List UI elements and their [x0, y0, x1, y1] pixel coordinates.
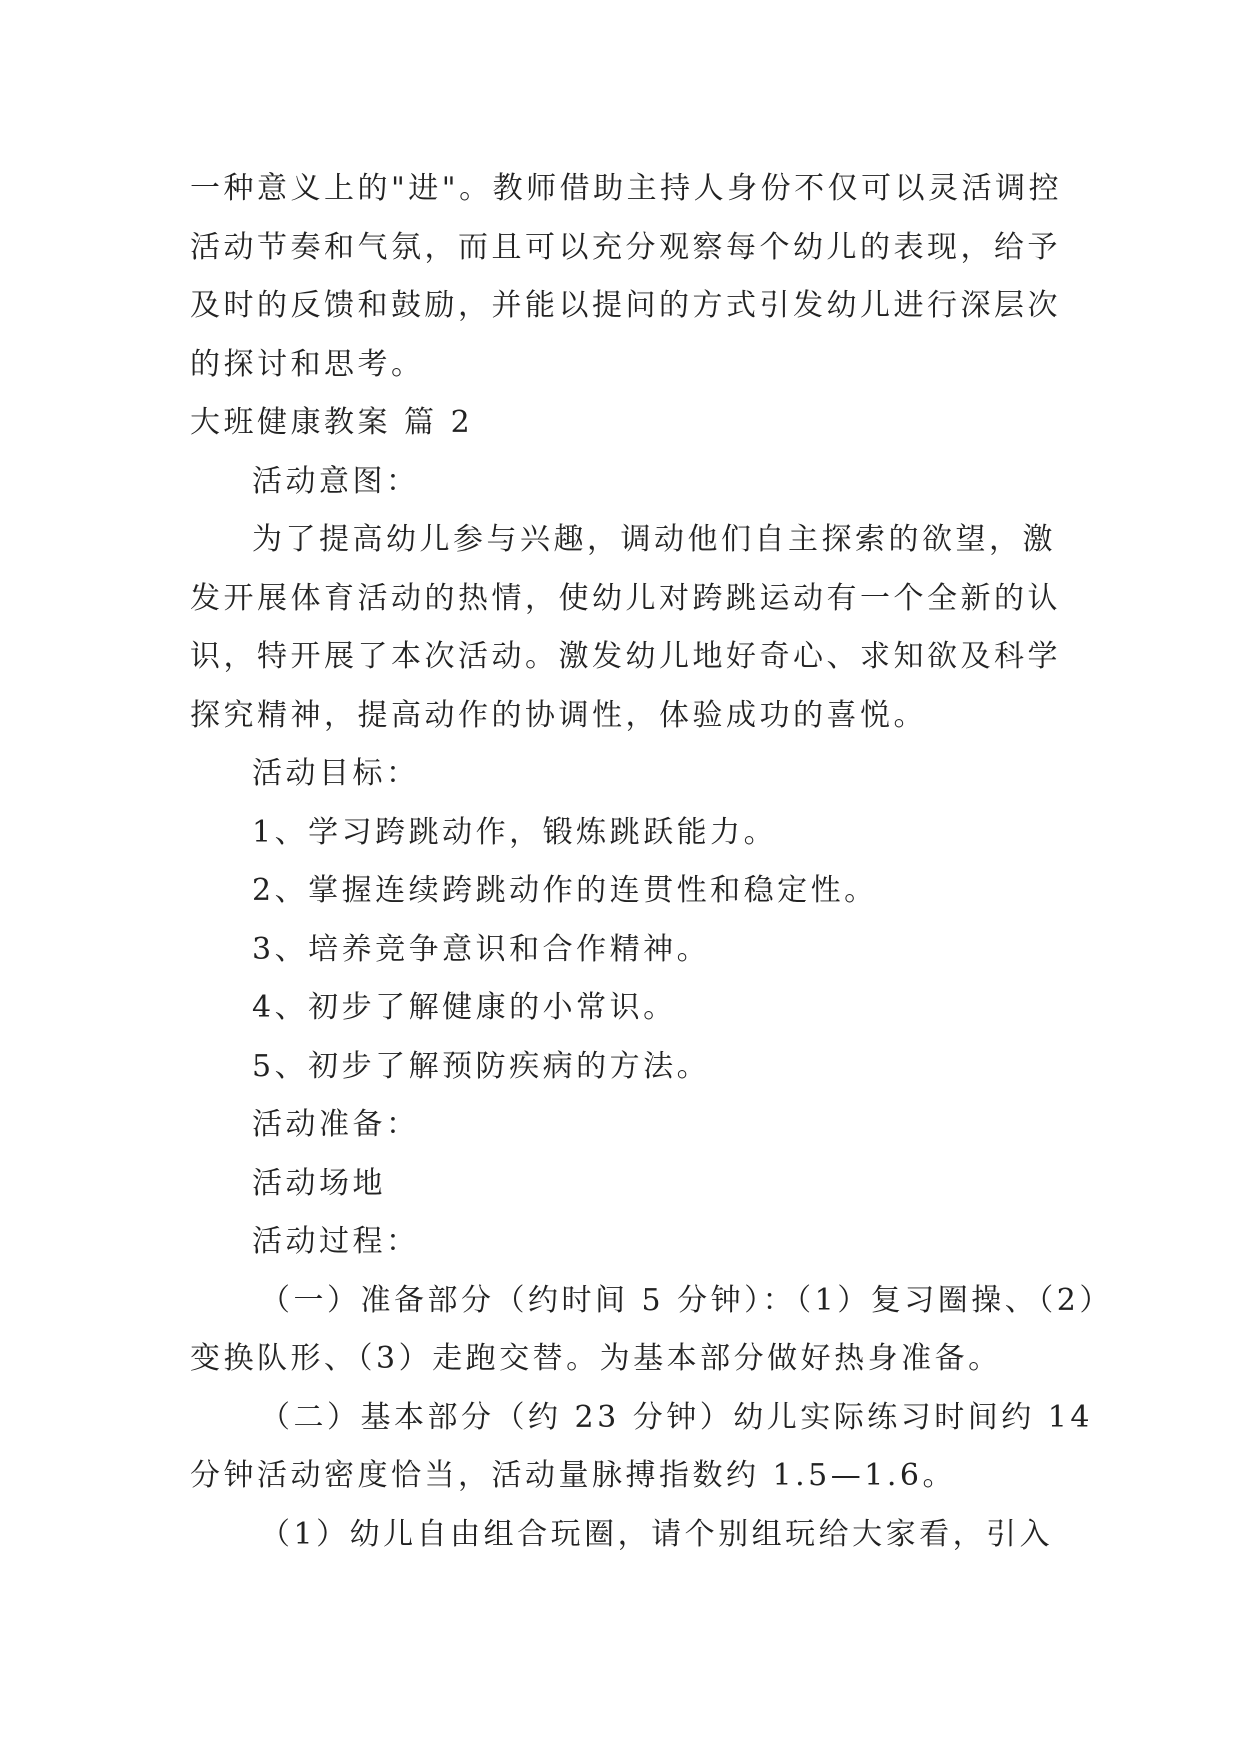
subheading-preparation: 活动准备： — [252, 1107, 420, 1142]
subheading-intent: 活动意图： — [252, 463, 420, 499]
goal-item: 4、初步了解健康的小常识。 — [252, 990, 677, 1025]
text-line: （1）幼儿自由组合玩圈，请个别组玩给大家看，引入 — [260, 1516, 1054, 1552]
text-line: 识，特开展了本次活动。激发幼儿地好奇心、求知欲及科学 — [190, 639, 1061, 674]
text-line: （二）基本部分（约 23 分钟）幼儿实际练习时间约 14 — [260, 1399, 1093, 1435]
section-heading: 大班健康教案 篇 2 — [190, 405, 474, 440]
text-line: 的探讨和思考。 — [190, 346, 425, 382]
text-line: 一种意义上的"进"。教师借助主持人身份不仅可以灵活调控 — [190, 171, 1063, 206]
text-line: 变换队形、（3）走跑交替。为基本部分做好热身准备。 — [190, 1341, 1002, 1376]
text-line: 为了提高幼儿参与兴趣，调动他们自主探索的欲望，激 — [252, 522, 1056, 557]
text-line: 探究精神，提高动作的协调性，体验成功的喜悦。 — [190, 697, 927, 733]
goal-item: 1、学习跨跳动作，锻炼跳跃能力。 — [252, 814, 778, 850]
goal-item: 2、掌握连续跨跳动作的连贯性和稳定性。 — [252, 873, 878, 908]
text-line: 活动节奏和气氛，而且可以充分观察每个幼儿的表现，给予 — [190, 229, 1061, 265]
text-line: 发开展体育活动的热情，使幼儿对跨跳运动有一个全新的认 — [190, 580, 1061, 616]
text-line: 活动场地 — [252, 1165, 386, 1201]
text-line: 分钟活动密度恰当，活动量脉搏指数约 1.5—1.6。 — [190, 1458, 956, 1493]
text-line: 及时的反馈和鼓励，并能以提问的方式引发幼儿进行深层次 — [190, 288, 1061, 323]
document-body — [190, 160, 1113, 1564]
text-line: （一）准备部分（约时间 5 分钟）：（1）复习圈操、（2） — [260, 1282, 1113, 1318]
subheading-goals: 活动目标： — [252, 756, 420, 791]
goal-item: 3、培养竞争意识和合作精神。 — [252, 931, 711, 967]
goal-item: 5、初步了解预防疾病的方法。 — [252, 1048, 711, 1084]
subheading-process: 活动过程： — [252, 1224, 420, 1259]
